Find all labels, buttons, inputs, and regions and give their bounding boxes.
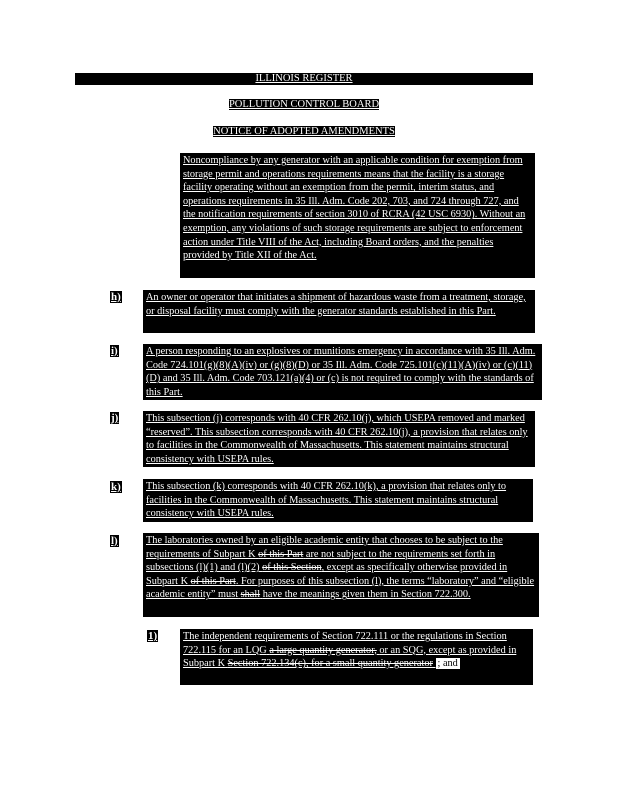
item-marker-h: h) (111, 291, 121, 303)
item-marker-j: j) (111, 412, 119, 424)
generator-noncompliance-paragraph: Noncompliance by any generator with an applicable condition for exemption from storage permit and operations requirements means that the facility is a storage facility operating without an exemption from the permit, interim status, and operations requirements in 35 Ill. Adm. Code 202, 703, and 724 through 727, and the notification requirements of section 3010 of RCRA (42 USC 6930). Without an exemption, any violations of such storage requirements are subject to enforcement action under Title VIII of the Act, including Board orders, and the penalties provided by Title XII of the Act. (180, 153, 535, 278)
inserted-text: must (218, 589, 239, 601)
board-title: POLLUTION CONTROL BOARD (228, 99, 380, 110)
item-marker-i: i) (111, 345, 118, 357)
item-marker-l: l) (111, 535, 118, 547)
deleted-text: of this Part (190, 575, 236, 587)
deleted-text: Section 722.134(c), for a small quantity generator (227, 658, 433, 670)
inserted-text: or an SQG, (379, 644, 426, 656)
deleted-text: of this Section (262, 562, 322, 574)
item-marker-k: k) (111, 481, 121, 493)
sub-item-marker-1: 1) (148, 630, 158, 642)
register-title: ILLINOIS REGISTER (255, 73, 353, 84)
sub-item-1-text: The independent requirements of Section 722.111 or the regulations in Section 722.115 for an LQG a large quantity generator, or an SQG, except as provided in Subpart K Section 722.134(c), for a small quantity generator ; and (180, 629, 533, 685)
header-register-bar (75, 73, 533, 85)
item-j-text: This subsection (j) corresponds with 40 CFR 262.10(j), which USEPA removed and marked “reserved”. This subsection corresponds with 40 CFR 262.10(j), a provision that relates only to facilities in the Commonwealth of Massachusetts. This statement maintains structural consistency with USEPA rules. (143, 411, 535, 467)
deleted-text: a large quantity generator, (269, 644, 377, 656)
inserted-text: or the regulations in Section 722.115 (183, 631, 507, 656)
deleted-text: of this Part (258, 548, 304, 560)
inserted-text: an LQG (233, 644, 267, 656)
item-h-text: An owner or operator that initiates a shipment of hazardous waste from a treatment, storage, or disposal facility must comply with the generator standards established in this Part. (143, 290, 535, 333)
item-i-text: A person responding to an explosives or munitions emergency in accordance with 35 Ill. Adm. Code 724.101(g)(8)(A)(iv) or (g)(8)(D) or 35 Ill. Adm. Code 725.101(c)(11)(A)(iv) or (c)(11)(D) and 35 Ill. Adm. Code 703.121(a)(4) or (c) is not required to comply with the standards of this Part. (143, 344, 542, 400)
item-l-text: The laboratories owned by an eligible academic entity that chooses to be subject to the requirements of Subpart K of this Part are not subject to the requirements set forth in subsections (l)(1) and (l)(2) of this Section, except as specifically otherwise provided in Subpart K of this Part. For purposes of this subsection (l), the terms “laboratory” and “eligible academic entity” must shall have the meanings given them in Section 722.300. (143, 533, 539, 617)
deleted-text: shall (240, 589, 261, 601)
item-k-text: This subsection (k) corresponds with 40 CFR 262.10(k), a provision that relates only to facilities in the Commonwealth of Massachusetts. This statement maintains structural consistency with USEPA rules. (143, 479, 533, 522)
notice-title: NOTICE OF ADOPTED AMENDMENTS (213, 126, 395, 137)
